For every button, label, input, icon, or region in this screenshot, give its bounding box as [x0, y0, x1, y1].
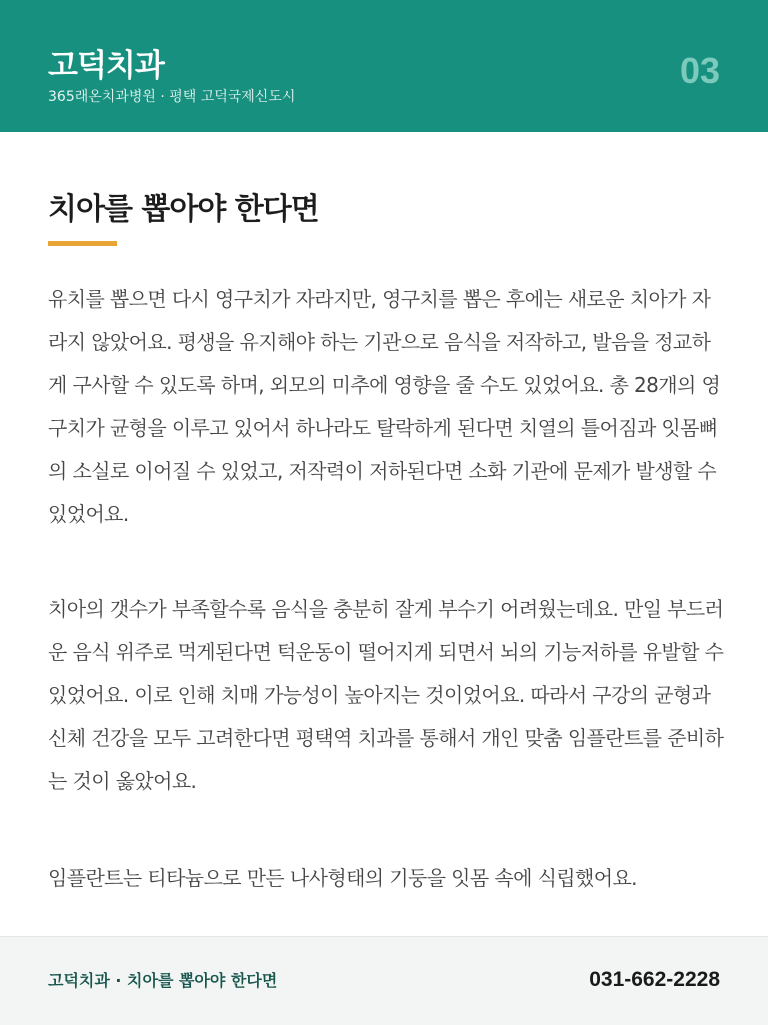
- header-banner: [0, 0, 768, 132]
- paragraph: 임플란트는 티타늄으로 만든 나사형태의 기둥을 잇몸 속에 식립했어요.: [48, 866, 637, 890]
- brand-title: 고덕치과: [48, 48, 164, 84]
- article-title: 치아를 뽑아야 한다면: [48, 192, 319, 227]
- footer-caption: 고덕치과 · 치아를 뽑아야 한다면: [48, 971, 278, 990]
- title-underline: [48, 241, 117, 246]
- footer-bar: [0, 936, 768, 1025]
- brand-subtitle: 365래온치과병원 · 평택 고덕국제신도시: [48, 89, 296, 105]
- page-number: 03: [679, 50, 720, 91]
- phone-number: 031-662-2228: [589, 968, 720, 991]
- paragraph: 치아의 갯수가 부족할수록 음식을 충분히 잘게 부수기 어려웠는데요. 만일 부드러운 음식 위주로 먹게된다면 턱운동이 떨어지게 되면서 뇌의 기능저하를 유발할 수 있었어요. 이로 인해 치매 가능성이 높아지는 것이었어요. 따라서 구강의 균형과 신체 건강을 모두 고려한다면 평택역 치과를 통해서 개인 맞춤 임플란트를 준비하는 것이 옳았어요.: [48, 597, 724, 793]
- paragraph: 유치를 뽑으면 다시 영구치가 자라지만, 영구치를 뽑은 후에는 새로운 치아가 자라지 않았어요. 평생을 유지해야 하는 기관으로 음식을 저작하고, 발음을 정교하게 구사할 수 있도록 하며, 외모의 미추에 영향을 줄 수도 있었어요. 총 28개의 영구치가 균형을 이루고 있어서 하나라도 탈락하게 된다면 치열의 틀어짐과 잇몸뼈의 소실로 이어질 수 있었고, 저작력이 저하된다면 소화 기관에 문제가 발생할 수 있었어요.: [48, 287, 721, 526]
